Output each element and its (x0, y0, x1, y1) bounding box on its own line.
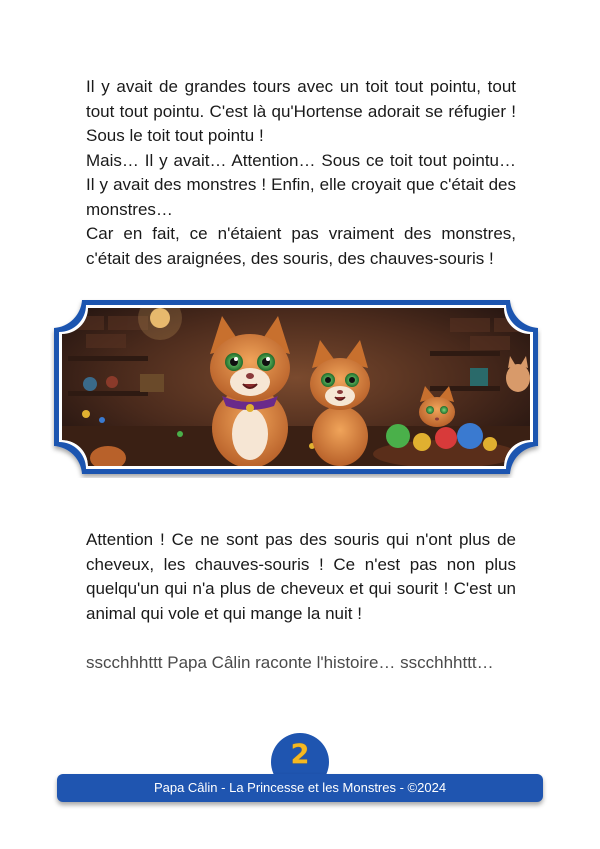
story-paragraph: Mais… Il y avait… Attention… Sous ce toit tout pointu… Il y avait des monstres ! Enfin, elle croyait que c'était des monstres… (86, 150, 516, 219)
story-text-bottom (86, 528, 516, 626)
footer-bar (57, 774, 543, 802)
kittens-illustration (50, 296, 542, 478)
story-paragraph: Il y avait de grandes tours avec un toit tout pointu, tout tout tout pointu. C'est là qu'Hortense adorait se réfugier ! Sous le toit tout pointu ! (86, 77, 516, 145)
page-number: 2 (290, 739, 310, 770)
story-text-top (86, 75, 516, 271)
story-paragraph: Attention ! Ce ne sont pas des souris qui n'ont plus de cheveux, les chauves-souris ! Ce n'est pas non plus quelqu'un qui n'a plus de cheveux et qui sourit ! C'est un animal qui vole et qui mange la nuit ! (86, 530, 516, 623)
kitten-big (210, 316, 290, 468)
story-paragraph: Car en fait, ce n'étaient pas vraiment des monstres, c'était des araignées, des souris, des chauves-souris ! (86, 224, 516, 268)
whisper-line: sscchhhttt Papa Câlin raconte l'histoire… sscchhhttt… (86, 653, 494, 672)
footer-caption: Papa Câlin - La Princesse et les Monstres - ©2024 (153, 780, 447, 795)
